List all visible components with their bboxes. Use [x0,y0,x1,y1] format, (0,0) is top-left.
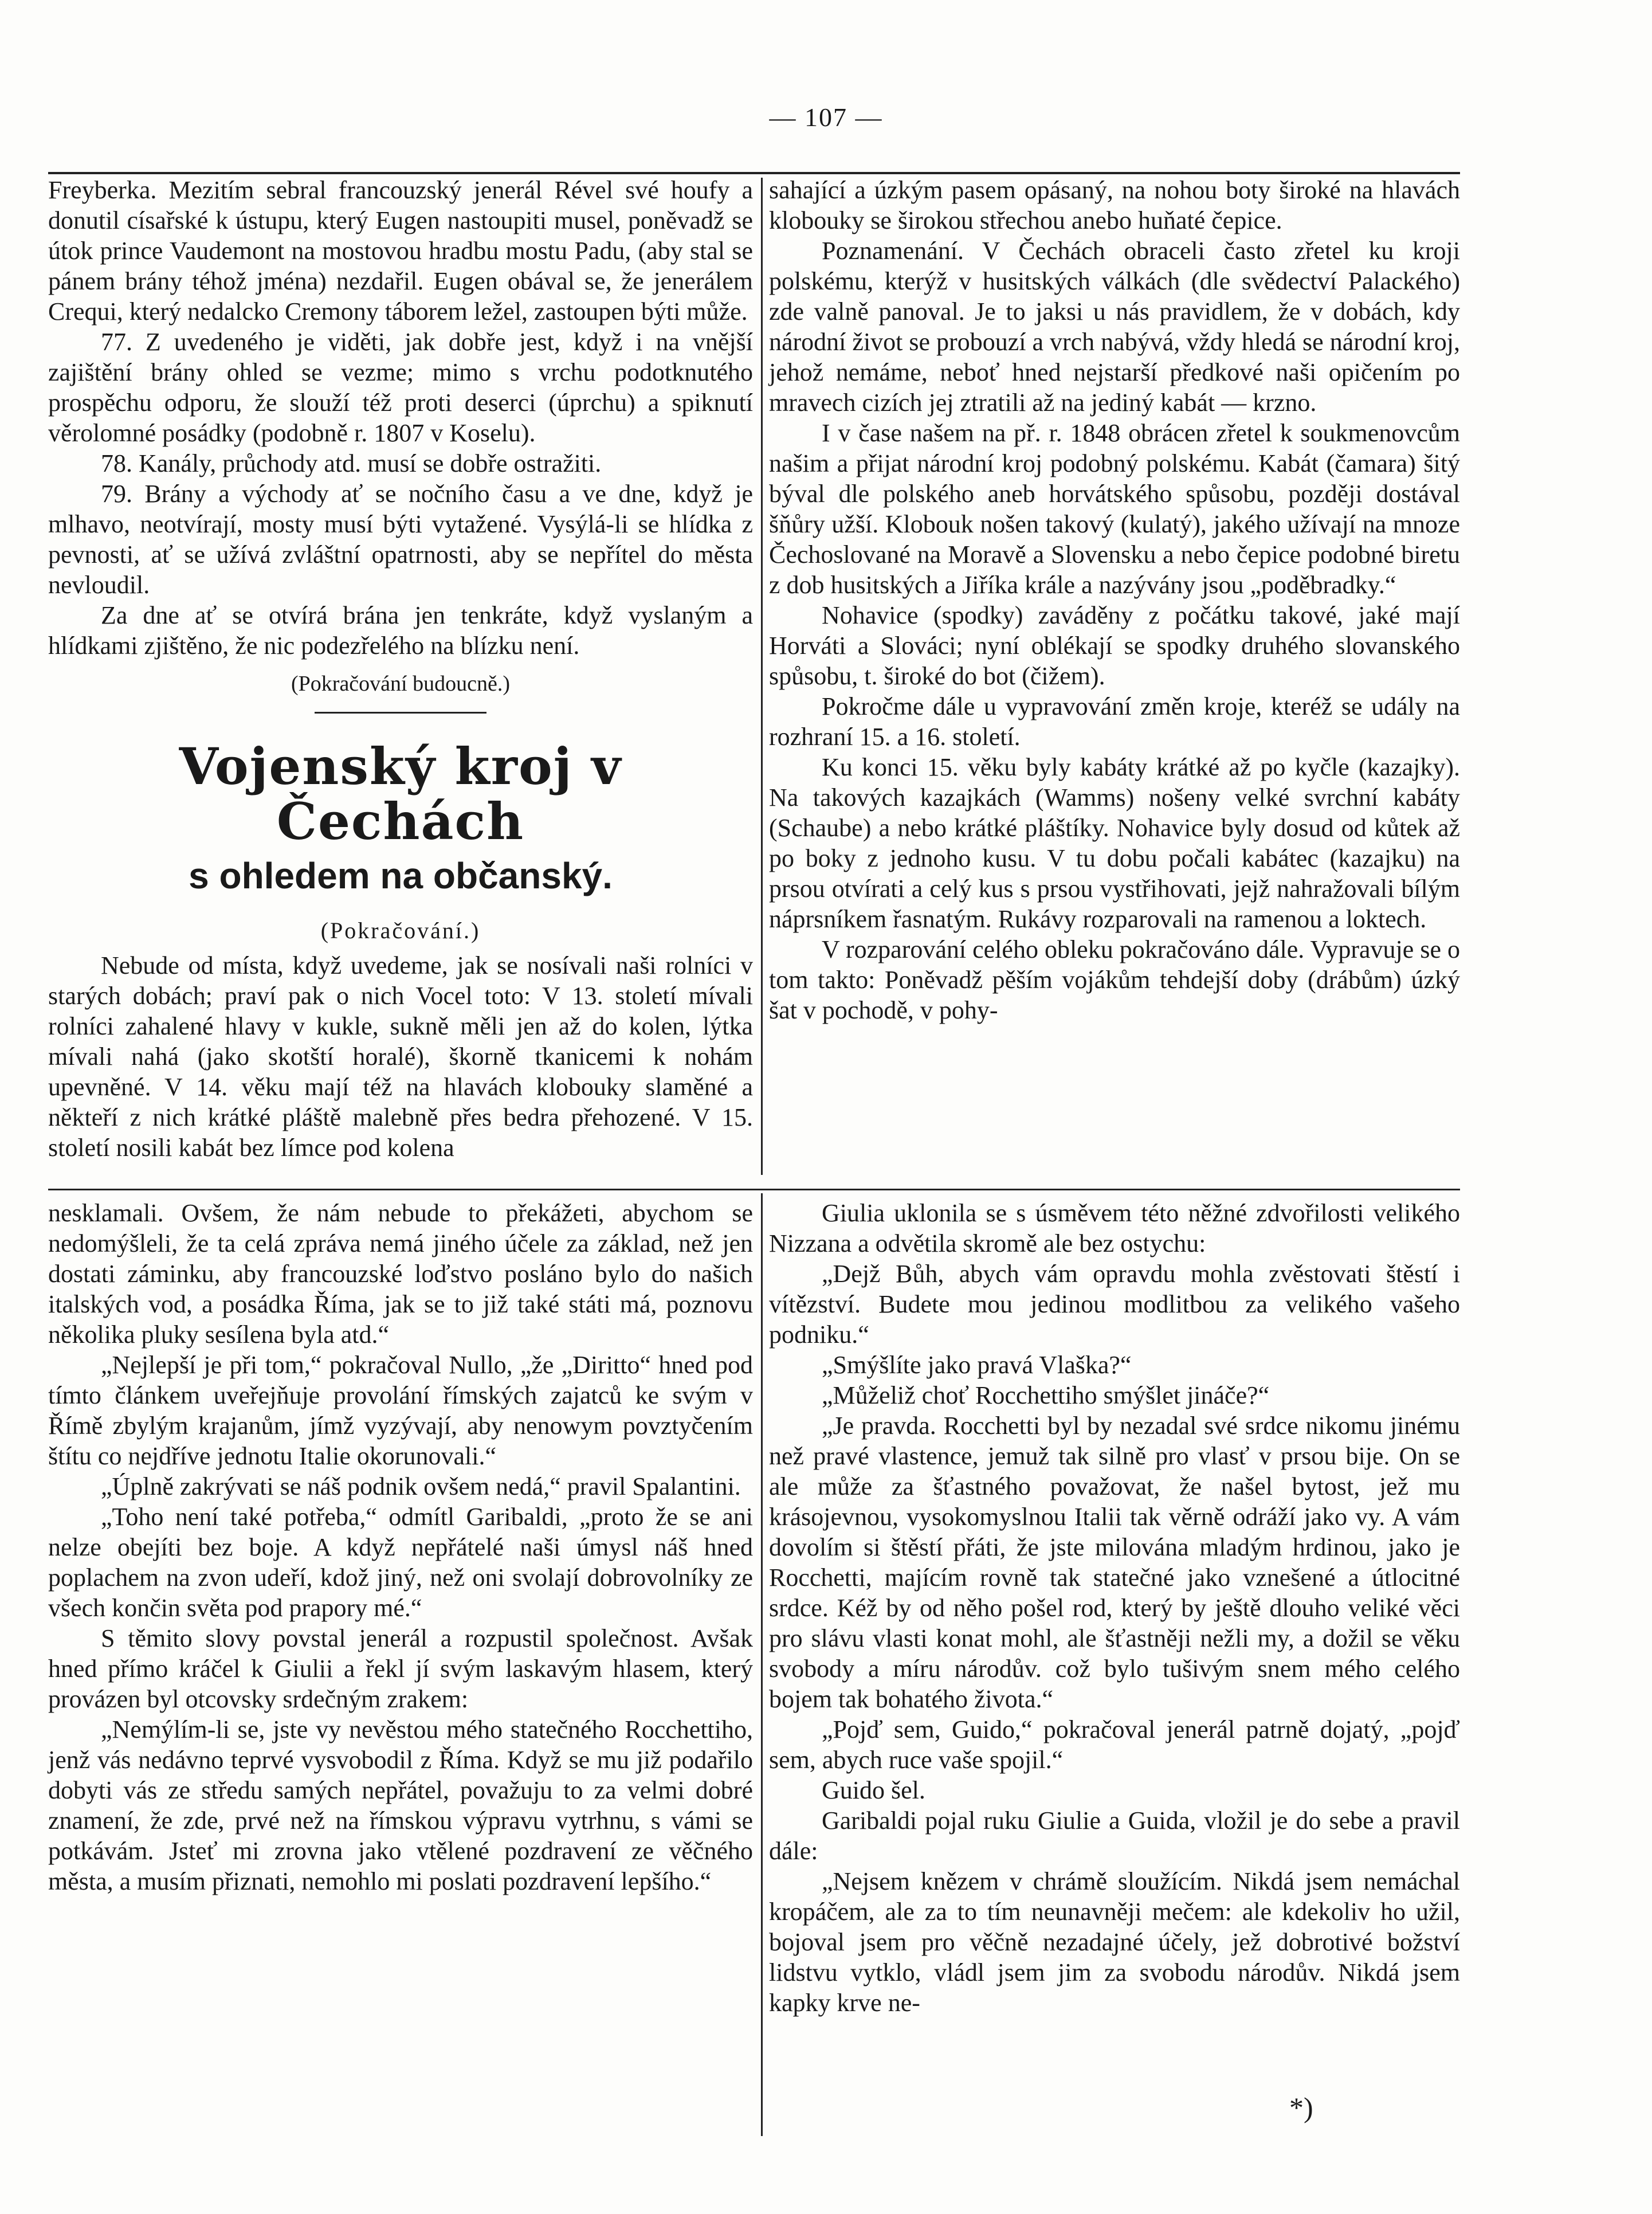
paragraph: Nebude od místa, když uvedeme, jak se nosívali naši rolníci v starých dobách; praví pak o nich Vocel toto: V 13. století mívali rolníci zahalené hlavy v kukle, sukně měli jen až do kolen, lýtka mívali nahá (jako skotští horalé), škorně tkanicemi k nohám upevněné. V 14. věku mají též na hlavách klobouky slaměné a někteří z nich krátké pláště malebně přes bedra přehozené. V 15. století nosili kabát bez límce pod kolena [48,951,753,1162]
paragraph: Ku konci 15. věku byly kabáty krátké až po kyčle (kazajky). Na takových kazajkách (Wamms) nošeny velké svrchní kabáty (Schaube) a nebo krátké pláštíky. Nohavice byly dosud od kůtek až po boky z jednoho kusu. V tu dobu počali kabátec (kazajku) na prsou otvírati a celý kus s prsou vystřihovati, jejž nahražovali bílým náprsníkem řasnatým. Rukávy rozparovali na ramenou a loktech. [769,753,1460,933]
paragraph: 78. Kanály, průchody atd. musí se dobře ostražiti. [101,449,602,477]
paragraph: „Nejsem knězem v chrámě sloužícím. Nikdá jsem nemáchal kropáčem, ale za to tím neunavněji mečem: ale kdekoliv ho užil, bojoval jsem pro věčně nezadajné účely, jež dobrotivé božství lidstvu vytklo, vládl jsem jim za svobodu národův. Nikdá jsem kapky krve ne- [769,1867,1460,2017]
column-left-top [48,175,753,1163]
paragraph: „Pojď sem, Guido,“ pokračoval jenerál patrně dojatý, „pojď sem, abych ruce vaše spojil.“ [769,1715,1460,1774]
paragraph: V rozparování celého obleku pokračováno dále. Vypravuje se o tom takto: Poněvadž pěším vojákům tehdejší doby (drábům) úzký šat v pochodě, v pohy- [769,935,1460,1024]
paragraph: „Toho není také potřeba,“ odmítl Garibaldi, „proto že se ani nelze obejíti bez boje. A když nepřátelé naši úmysl náš hned poplachem na zvon udeří, kdož jiný, než oni svolají dobrovolníky ze všech končin světa pod prapory mé.“ [48,1503,753,1622]
article-subheadline: s ohledem na občanský. [189,855,613,896]
column-divider-bottom [761,1193,763,2136]
footnote-mark: *) [1289,2091,1313,2123]
paragraph: „Nejlepší je při tom,“ pokračoval Nullo, „že „Diritto“ hned pod tímto článkem uveřejňuje provolání římských zajatců ke svým v Římě zbylým krajanům, jímž vyzývají, aby nenowym povztyčením štítu co nejdříve jednotu Italie okorunovali.“ [48,1351,753,1470]
feuilleton-rule [48,1189,1460,1190]
paragraph: „Smýšlíte jako pravá Vlaška?“ [822,1351,1132,1379]
column-left-bottom [48,1198,753,1896]
continued-note: (Pokračování budoucně.) [291,672,510,696]
continuation-note: (Pokračování.) [320,918,481,943]
paragraph: Freyberka. Mezitím sebral francouzský jenerál Rével své houfy a donutil císařské k ústupu, který Eugen nastoupiti musel, poněvadž se útok prince Vaudemont na mostovou hradbu mostu Padu, (aby stal se pánem brány téhož jména) nezdařil. Eugen obával se, že jenerálem Crequi, který nedalcko Cremony táborem ležel, zastoupen býti může. [48,176,753,326]
paragraph: 77. Z uvedeného je viděti, jak dobře jest, když i na vnější zajištění brány ohled se vezme; mimo s vrchu podotknutého prospěchu odporu, že slouží též proti deserci (úprchu) a spiknutí věrolomné posádky (podobně r. 1807 v Koselu). [48,328,753,447]
column-right-bottom [769,1198,1460,2018]
paragraph: „Dejž Bůh, abych vám opravdu mohla zvěstovati štěstí i vítězství. Budete mou jedinou modlitbou za velikého vašeho podniku.“ [769,1260,1460,1349]
paragraph: Poznamenání. V Čechách obraceli často zřetel ku kroji polskému, kterýž v husitských válkách (dle svědectví Palackého) zde valně panoval. Je to jaksi u nás pravidlem, že v dobách, kdy národní život se probouzí a vrch nabývá, vždy hledá se národní kroj, jehož nemáme, neboť hned nejstarší předkové naši opičením po mravech cizích jej ztratili až na jediný kabát — krzno. [769,237,1460,417]
paragraph: S těmito slovy povstal jenerál a rozpustil společnost. Avšak hned přímo kráčel k Giulii a řekl jí svým laskavým hlasem, který provázen byl otcovsky srdečným zrakem: [48,1624,753,1713]
column-divider-top [761,178,763,1175]
section-divider [315,712,486,714]
article-headline: Vojenský kroj v Čechách [179,736,622,851]
paragraph: Nohavice (spodky) zaváděny z počátku takové, jaké mají Horváti a Slováci; nyní oblékají se spodky druhého slovanského spůsobu, t. široké do bot (čižem). [769,601,1460,690]
paragraph: Giulia uklonila se s úsměvem této něžné zdvořilosti velikého Nizzana a odvětila skromě ale bez ostychu: [769,1199,1460,1257]
paragraph: Garibaldi pojal ruku Giulie a Guida, vložil je do sebe a pravil dále: [769,1807,1460,1865]
paragraph: nesklamali. Ovšem, že nám nebude to překážeti, abychom se nedomýšleli, že ta celá zpráva nemá jiného účele za základ, než jen dostati záminku, aby francouzské loďstvo posláno bylo do našich italských vod, a posádka Říma, jak se to již také státi má, poznovu několika pluky sesílena byla atd.“ [48,1199,753,1349]
paragraph: Za dne ať se otvírá brána jen tenkráte, když vyslaným a hlídkami zjištěno, že nic podezřelého na blízku není. [48,601,753,660]
paragraph: I v čase našem na př. r. 1848 obrácen zřetel k soukmenovcům našim a přijat národní kroj podobný polskému. Kabát (čamara) šitý býval dle polského aneb horvátského spůsobu, později dostával šňůry užší. Klobouk nošen takový (kulatý), jakého užívají na mnoze Čechoslované na Moravě a Slovensku a nebo čepice podobné biretu z dob husitských a Jiříka krále a nazývány jsou „poděbradky.“ [769,419,1460,599]
header-rule [48,172,1460,174]
paragraph: „Můželiž choť Rocchettiho smýšlet jináče?“ [822,1381,1270,1409]
paragraph: „Úplně zakrývati se náš podnik ovšem nedá,“ pravil Spalantini. [101,1472,741,1500]
paragraph: Pokročme dále u vypravování změn kroje, kteréž se udály na rozhraní 15. a 16. století. [769,692,1460,751]
paragraph: Guido šel. [822,1776,925,1804]
paragraph: sahající a úzkým pasem opásaný, na nohou boty široké na hlavách klobouky se širokou střechou anebo huňaté čepice. [769,176,1460,234]
paragraph: „Je pravda. Rocchetti byl by nezadal své srdce nikomu jinému než pravé vlastence, jemuž tak silně pro vlasť v prsou bije. On se ale může za šťastného považovat, že našel bytost, jež mu krásojevnou, vysokomyslnou Italii tak věrně odráží jako vy. A vám dovolím si štěstí přáti, že jste milována mladým hrdinou, jako je Rocchetti, majícím rovně tak statečné jako vznešené a útlocitné srdce. Kéž by od něho pošel rod, který by ještě dlouho veliké věci pro slávu vlasti konat mohl, ale šťastněji nežli my, a dožil se věku svobody a míru národův. což bylo tušivým snem mého celého bojem tak bohatého života.“ [769,1412,1460,1713]
paragraph: „Nemýlím-li se, jste vy nevěstou mého statečného Rocchettiho, jenž vás nedávno teprvé vysvobodil z Říma. Když se mu již podařilo dobyti vás ze středu samých nepřátel, považuju to za velmi dobré znamení, že zde, prvé než na římskou výpravu vytrhnu, s vámi se potkávám. Jsteť mi zrovna jako vtělené pozdravení ze věčného města, a musím přiznati, nemohlo mi poslati pozdravení lepšího.“ [48,1715,753,1895]
page-number: — 107 — [769,103,883,132]
column-right-top [769,175,1460,1025]
paragraph: 79. Brány a východy ať se nočního času a ve dne, když je mlhavo, neotvírají, mosty musí býti vytažené. Vysýlá-li se hlídka z pevnosti, ať se užívá zvláštní opatrnosti, aby se nepřítel do města nevloudil. [48,480,753,599]
